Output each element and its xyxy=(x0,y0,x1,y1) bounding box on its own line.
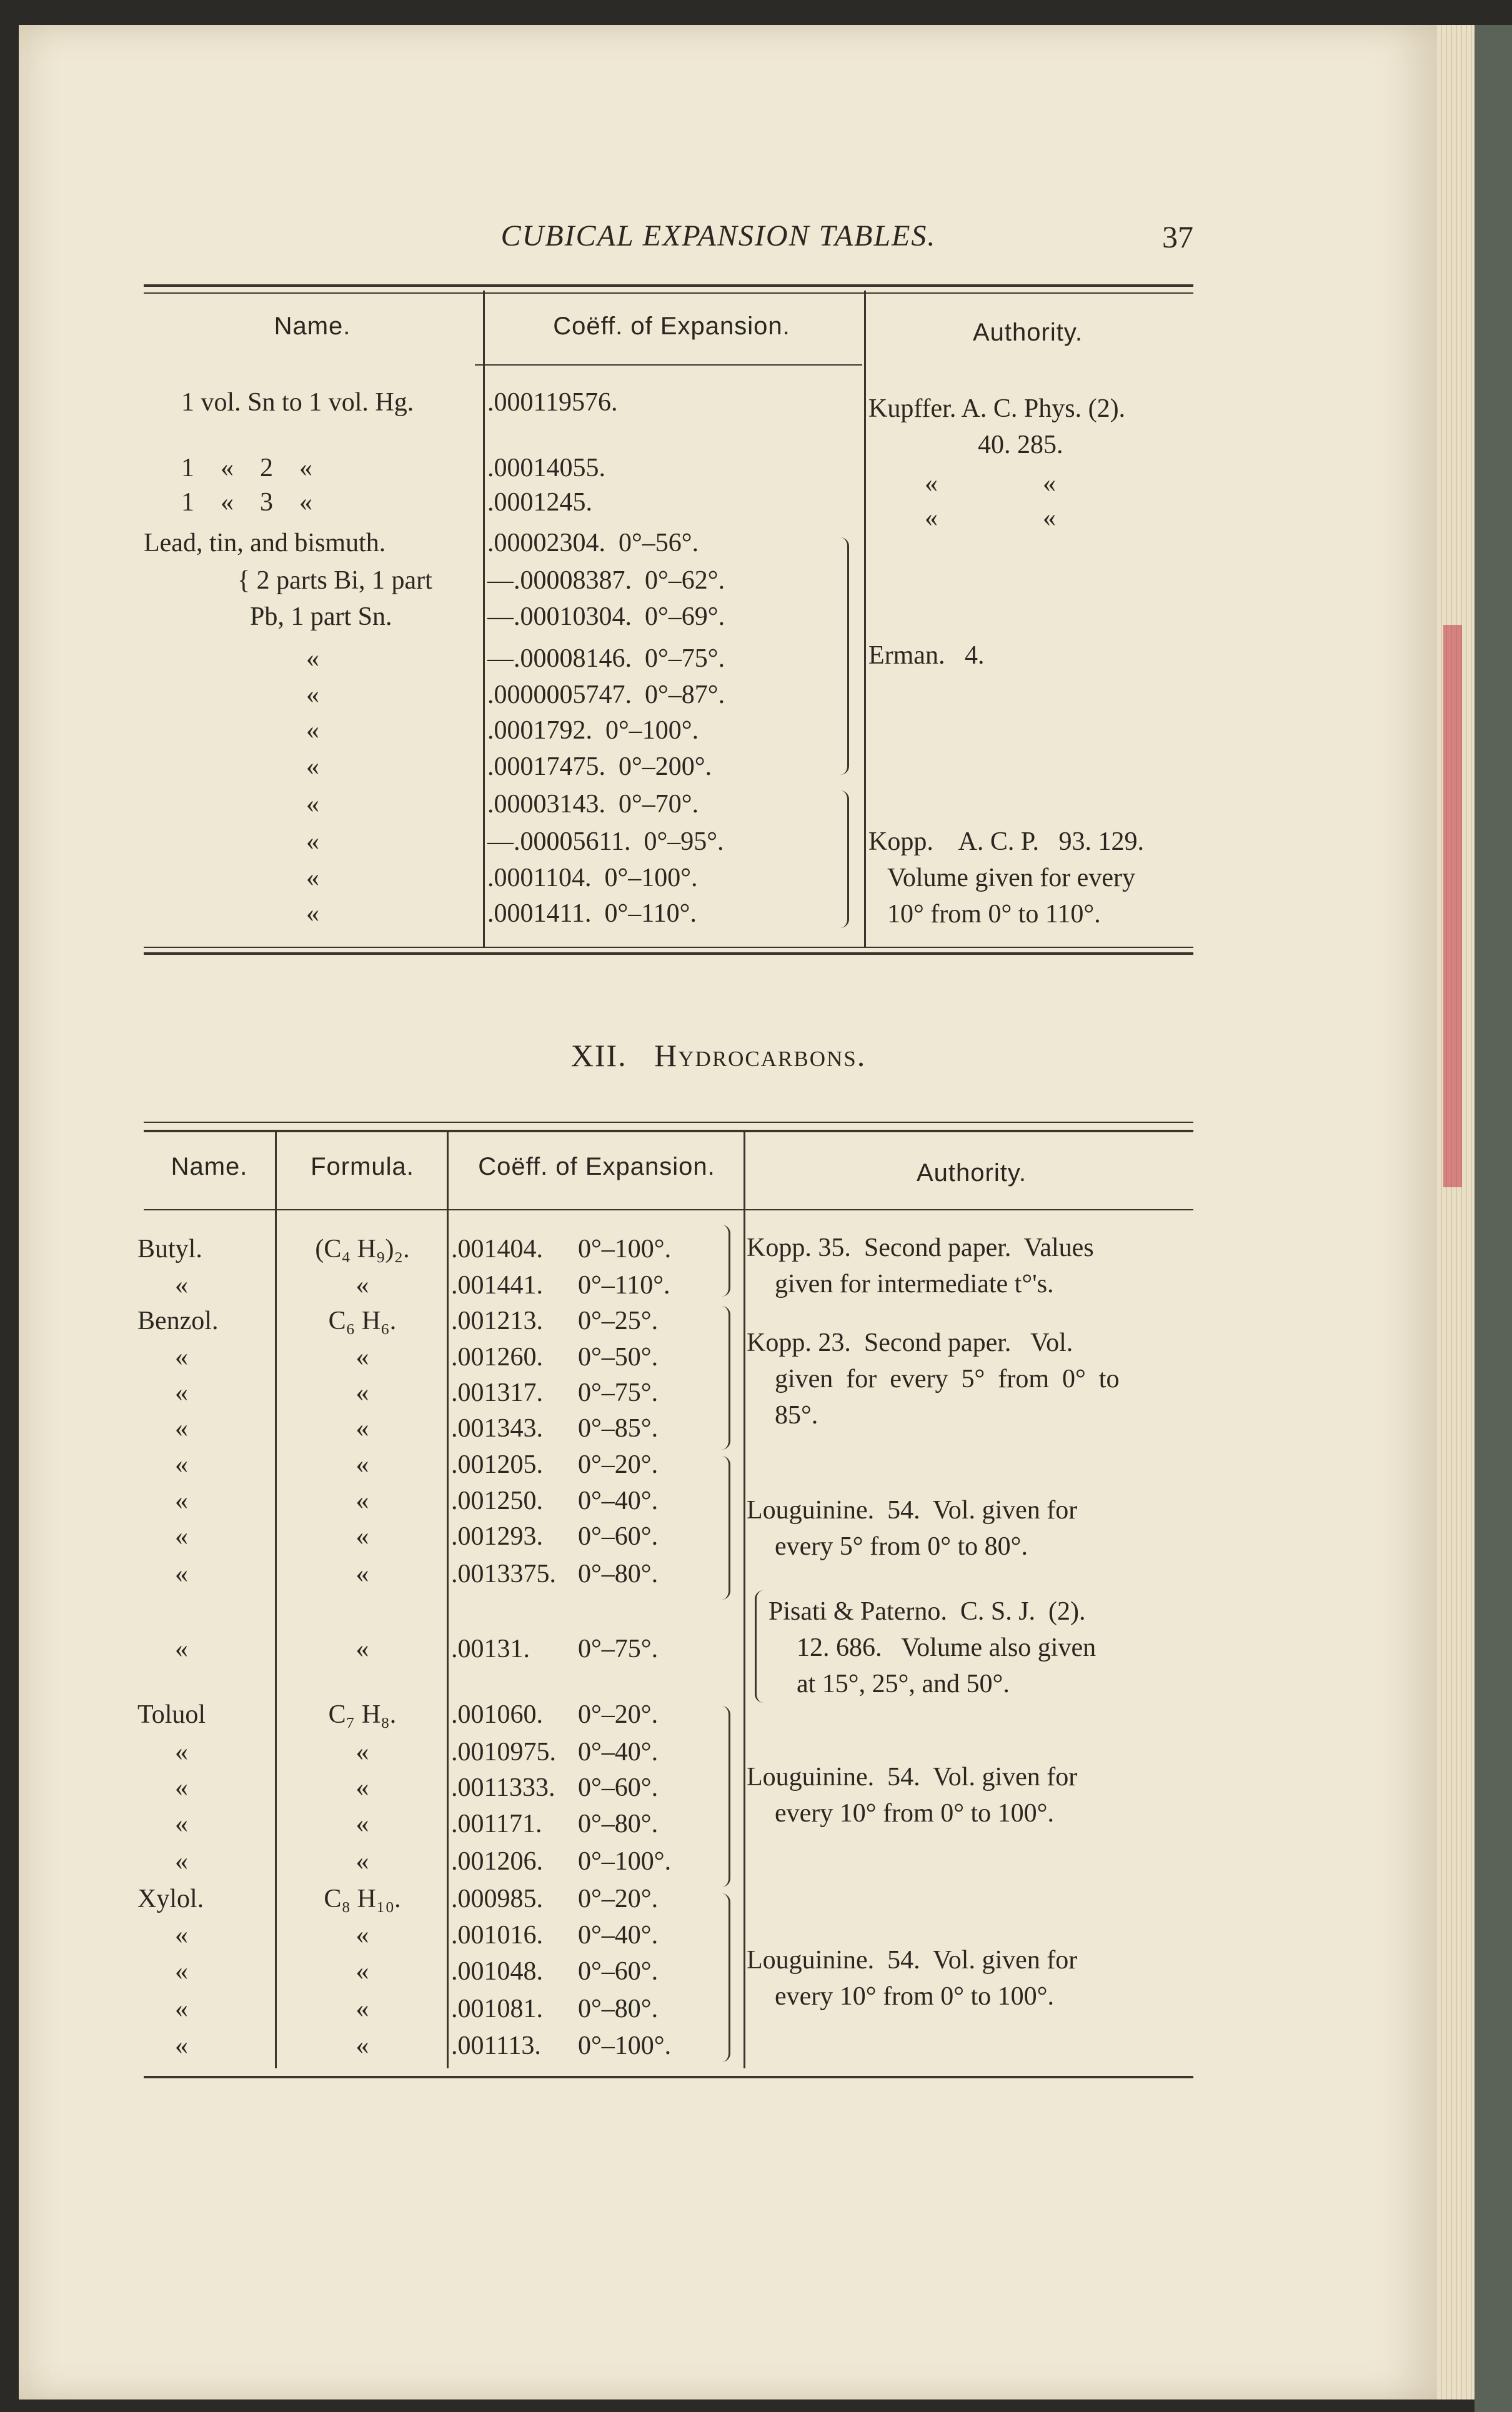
table2-row-16-name: Xylol. xyxy=(137,1885,204,1913)
table2-top-rule-2 xyxy=(144,1130,1193,1132)
table2-row-5-formula: « xyxy=(356,1414,369,1443)
table2-row-4-formula: « xyxy=(356,1378,369,1407)
table1-row-11-coeff: —.00005611. 0°–95°. xyxy=(487,827,724,856)
table2-row-17-coeff: .001016. xyxy=(451,1921,543,1950)
table2-row-3-formula: « xyxy=(356,1343,369,1372)
table1-row-3-coeff: .00002304. 0°–56°. xyxy=(487,529,699,557)
table2-row-11-formula: C₇ H₈. xyxy=(328,1700,397,1729)
table2-row-0-formula: (C₄ H₉)₂. xyxy=(315,1235,410,1263)
table1-row-0-coeff: .000119576. xyxy=(487,388,618,417)
table1-row-11-name: « xyxy=(306,827,319,856)
table2-row-12-coeff: .0010975. xyxy=(451,1738,556,1767)
page-number: 37 xyxy=(1162,219,1193,254)
table1-row-5-name: Pb, 1 part Sn. xyxy=(250,602,392,631)
table1-row-8-coeff: .0001792. 0°–100°. xyxy=(487,716,699,745)
table1-row-10-name: « xyxy=(306,790,319,819)
table1-row-0-name: 1 vol. Sn to 1 vol. Hg. xyxy=(181,388,414,417)
table2-row-20-name: « xyxy=(175,2031,188,2060)
table1-authority-ditto-2: « « xyxy=(925,504,1056,532)
table2-row-17-formula: « xyxy=(356,1921,369,1950)
table2-row-2-formula: C₆ H₆. xyxy=(328,1307,397,1335)
table2-row-18-coeff: .001048. xyxy=(451,1957,543,1986)
table1-top-rule-2 xyxy=(144,292,1193,294)
table1-bottom-rule-2 xyxy=(144,952,1193,955)
table2-row-10-coeff: .00131. xyxy=(451,1635,530,1663)
table2-row-13-formula: « xyxy=(356,1773,369,1802)
table2-row-15-coeff: .001206. xyxy=(451,1847,543,1876)
page-edges xyxy=(1437,25,1475,2400)
table2-row-1-coeff: .001441. xyxy=(451,1271,543,1300)
table2-row-6-range: 0°–20°. xyxy=(578,1450,659,1479)
table2-row-7-formula: « xyxy=(356,1487,369,1515)
table2-top-rule xyxy=(144,1122,1193,1123)
table1-row-5-coeff: —.00010304. 0°–69°. xyxy=(487,602,725,631)
table2-row-7-name: « xyxy=(175,1487,188,1515)
table2-col-divider-1 xyxy=(275,1131,277,2068)
table2-row-2-range: 0°–25°. xyxy=(578,1307,659,1335)
table2-row-12-formula: « xyxy=(356,1738,369,1767)
table2-brace-butyl xyxy=(712,1225,730,1297)
table2-row-2-coeff: .001213. xyxy=(451,1307,543,1335)
table1-header-coeff: Coëff. of Expansion. xyxy=(553,312,790,340)
table2-row-10-name: « xyxy=(175,1635,188,1663)
table2-row-14-formula: « xyxy=(356,1810,369,1838)
table2-row-0-range: 0°–100°. xyxy=(578,1235,672,1263)
table2-brace-xylol xyxy=(712,1893,730,2062)
table2-row-9-coeff: .0013375. xyxy=(451,1560,556,1588)
table2-row-3-name: « xyxy=(175,1343,188,1372)
table2-row-15-range: 0°–100°. xyxy=(578,1847,672,1876)
table2-row-9-range: 0°–80°. xyxy=(578,1560,659,1588)
table2-row-1-formula: « xyxy=(356,1271,369,1300)
table1-row-6-coeff: —.00008146. 0°–75°. xyxy=(487,644,725,673)
page-edge-stain xyxy=(1443,625,1462,1187)
table2-row-17-range: 0°–40°. xyxy=(578,1921,659,1950)
table1-row-2-coeff: .0001245. xyxy=(487,488,592,517)
section-title: XII. Hydrocarbons. xyxy=(570,1038,867,1073)
table2-row-6-formula: « xyxy=(356,1450,369,1479)
table2-row-13-name: « xyxy=(175,1773,188,1802)
table2-row-12-name: « xyxy=(175,1738,188,1767)
table2-row-20-coeff: .001113. xyxy=(451,2031,541,2060)
table1-authority-erman: Erman. 4. xyxy=(868,641,985,670)
table2-row-19-coeff: .001081. xyxy=(451,1995,543,2023)
table2-brace-benzol xyxy=(712,1306,730,1450)
table2-row-0-name: Butyl. xyxy=(137,1235,202,1263)
table2-row-13-range: 0°–60°. xyxy=(578,1773,659,1802)
table1-row-9-coeff: .00017475. 0°–200°. xyxy=(487,752,712,781)
table2-row-14-range: 0°–80°. xyxy=(578,1810,659,1838)
table1-brace-erman xyxy=(831,537,849,775)
table1-row-13-name: « xyxy=(306,899,319,928)
table1-bottom-rule xyxy=(144,947,1193,948)
table2-row-10-formula: « xyxy=(356,1635,369,1663)
table1-row-1-coeff: .00014055. xyxy=(487,454,605,482)
table2-authority-kopp-35: Kopp. 35. Second paper. Values given for intermediate t°'s. xyxy=(747,1233,1094,1298)
table2-bottom-rule xyxy=(144,2076,1193,2078)
table2-row-8-range: 0°–60°. xyxy=(578,1522,659,1551)
table2-row-20-range: 0°–100°. xyxy=(578,2031,672,2060)
table1-header-rule xyxy=(475,364,862,366)
table2-brace-toluol xyxy=(712,1706,730,1887)
table1-row-12-coeff: .0001104. 0°–100°. xyxy=(487,864,698,892)
table2-row-10-range: 0°–75°. xyxy=(578,1635,659,1663)
table1-authority-ditto-1: « « xyxy=(925,469,1056,498)
table1-row-9-name: « xyxy=(306,752,319,781)
table1-col-divider-2 xyxy=(864,291,866,947)
table2-header-formula: Formula. xyxy=(311,1153,414,1180)
table2-header-authority: Authority. xyxy=(917,1159,1027,1187)
table2-row-4-range: 0°–75°. xyxy=(578,1378,659,1407)
table2-row-9-formula: « xyxy=(356,1560,369,1588)
table2-row-0-coeff: .001404. xyxy=(451,1235,543,1263)
table2-row-5-name: « xyxy=(175,1414,188,1443)
table2-row-15-name: « xyxy=(175,1847,188,1876)
table2-row-2-name: Benzol. xyxy=(137,1307,219,1335)
table2-row-1-range: 0°–110°. xyxy=(578,1271,670,1300)
table2-col-divider-3 xyxy=(744,1131,745,2068)
table1-authority-kopp: Kopp. A. C. P. 93. 129. Volume given for every 10° from 0° to 110°. xyxy=(868,827,1145,929)
table2-authority-pisati: Pisati & Paterno. C. S. J. (2). 12. 686. Volume also given at 15°, 25°, and 50°. xyxy=(768,1597,1097,1698)
table2-row-1-name: « xyxy=(175,1271,188,1300)
table2-row-8-name: « xyxy=(175,1522,188,1551)
table2-row-5-range: 0°–85°. xyxy=(578,1414,659,1443)
table1-row-1-name: 1 « 2 « xyxy=(181,454,312,482)
book-binding xyxy=(1475,25,1512,2412)
table2-row-8-coeff: .001293. xyxy=(451,1522,543,1551)
table2-authority-louguinine-2: Louguinine. 54. Vol. given for every 10° from 0° to 100°. xyxy=(747,1763,1078,1828)
table2-row-9-name: « xyxy=(175,1560,188,1588)
table1-brace-kopp xyxy=(831,790,849,928)
table2-authority-kopp-23: Kopp. 23. Second paper. Vol. given for every 5° from 0° to 85°. xyxy=(747,1328,1120,1430)
table2-row-11-coeff: .001060. xyxy=(451,1700,543,1729)
table2-row-6-coeff: .001205. xyxy=(451,1450,543,1479)
table2-row-19-formula: « xyxy=(356,1995,369,2023)
running-head: CUBICAL EXPANSION TABLES. xyxy=(500,219,937,252)
table1-row-2-name: 1 « 3 « xyxy=(181,488,312,517)
table1-top-rule xyxy=(144,284,1193,287)
table2-row-19-range: 0°–80°. xyxy=(578,1995,659,2023)
table2-authority-louguinine-1: Louguinine. 54. Vol. given for every 5° from 0° to 80°. xyxy=(747,1496,1078,1561)
table1-row-8-name: « xyxy=(306,716,319,745)
table2-brace-louguinine-1 xyxy=(712,1456,730,1600)
table2-row-3-coeff: .001260. xyxy=(451,1343,543,1372)
table1-row-7-coeff: .0000005747. 0°–87°. xyxy=(487,680,725,709)
table2-row-13-coeff: .0011333. xyxy=(451,1773,555,1802)
table2-authority-louguinine-3: Louguinine. 54. Vol. given for every 10° from 0° to 100°. xyxy=(747,1946,1078,2011)
table1-row-3-name: Lead, tin, and bismuth. xyxy=(144,529,386,557)
table2-row-7-range: 0°–40°. xyxy=(578,1487,659,1515)
table2-row-20-formula: « xyxy=(356,2031,369,2060)
table1-header-authority: Authority. xyxy=(973,319,1083,346)
table1-row-4-name: { 2 parts Bi, 1 part xyxy=(237,566,432,595)
table2-row-18-formula: « xyxy=(356,1957,369,1986)
table2-header-rule xyxy=(144,1209,1193,1210)
table2-row-18-range: 0°–60°. xyxy=(578,1957,659,1986)
table2-row-16-coeff: .000985. xyxy=(451,1885,543,1913)
table2-row-4-name: « xyxy=(175,1378,188,1407)
table1-row-6-name: « xyxy=(306,644,319,673)
table2-row-6-name: « xyxy=(175,1450,188,1479)
table2-row-19-name: « xyxy=(175,1995,188,2023)
table1-row-12-name: « xyxy=(306,864,319,892)
table1-row-7-name: « xyxy=(306,680,319,709)
table1-row-4-coeff: —.00008387. 0°–62°. xyxy=(487,566,725,595)
table2-col-divider-2 xyxy=(447,1131,449,2068)
table2-row-5-coeff: .001343. xyxy=(451,1414,543,1443)
table2-row-14-coeff: .001171. xyxy=(451,1810,542,1838)
table2-row-8-formula: « xyxy=(356,1522,369,1551)
table2-header-coeff: Coëff. of Expansion. xyxy=(478,1153,715,1180)
table2-row-17-name: « xyxy=(175,1921,188,1950)
table2-row-16-range: 0°–20°. xyxy=(578,1885,659,1913)
table2-row-3-range: 0°–50°. xyxy=(578,1343,659,1372)
table2-row-7-coeff: .001250. xyxy=(451,1487,543,1515)
table2-row-11-range: 0°–20°. xyxy=(578,1700,659,1729)
table2-row-11-name: Toluol xyxy=(137,1700,206,1729)
table2-row-16-formula: C₈ H₁₀. xyxy=(324,1885,401,1913)
table2-row-14-name: « xyxy=(175,1810,188,1838)
table2-header-name: Name. xyxy=(171,1153,248,1180)
table1-col-divider-1 xyxy=(483,291,485,947)
table1-header-name: Name. xyxy=(274,312,351,340)
table2-row-18-name: « xyxy=(175,1957,188,1986)
table1-row-13-coeff: .0001411. 0°–110°. xyxy=(487,899,697,928)
table2-row-15-formula: « xyxy=(356,1847,369,1876)
table2-row-4-coeff: .001317. xyxy=(451,1378,543,1407)
table2-row-12-range: 0°–40°. xyxy=(578,1738,659,1767)
table1-authority-kupffer: Kupffer. A. C. Phys. (2). 40. 285. xyxy=(868,394,1126,459)
table1-row-10-coeff: .00003143. 0°–70°. xyxy=(487,790,699,819)
